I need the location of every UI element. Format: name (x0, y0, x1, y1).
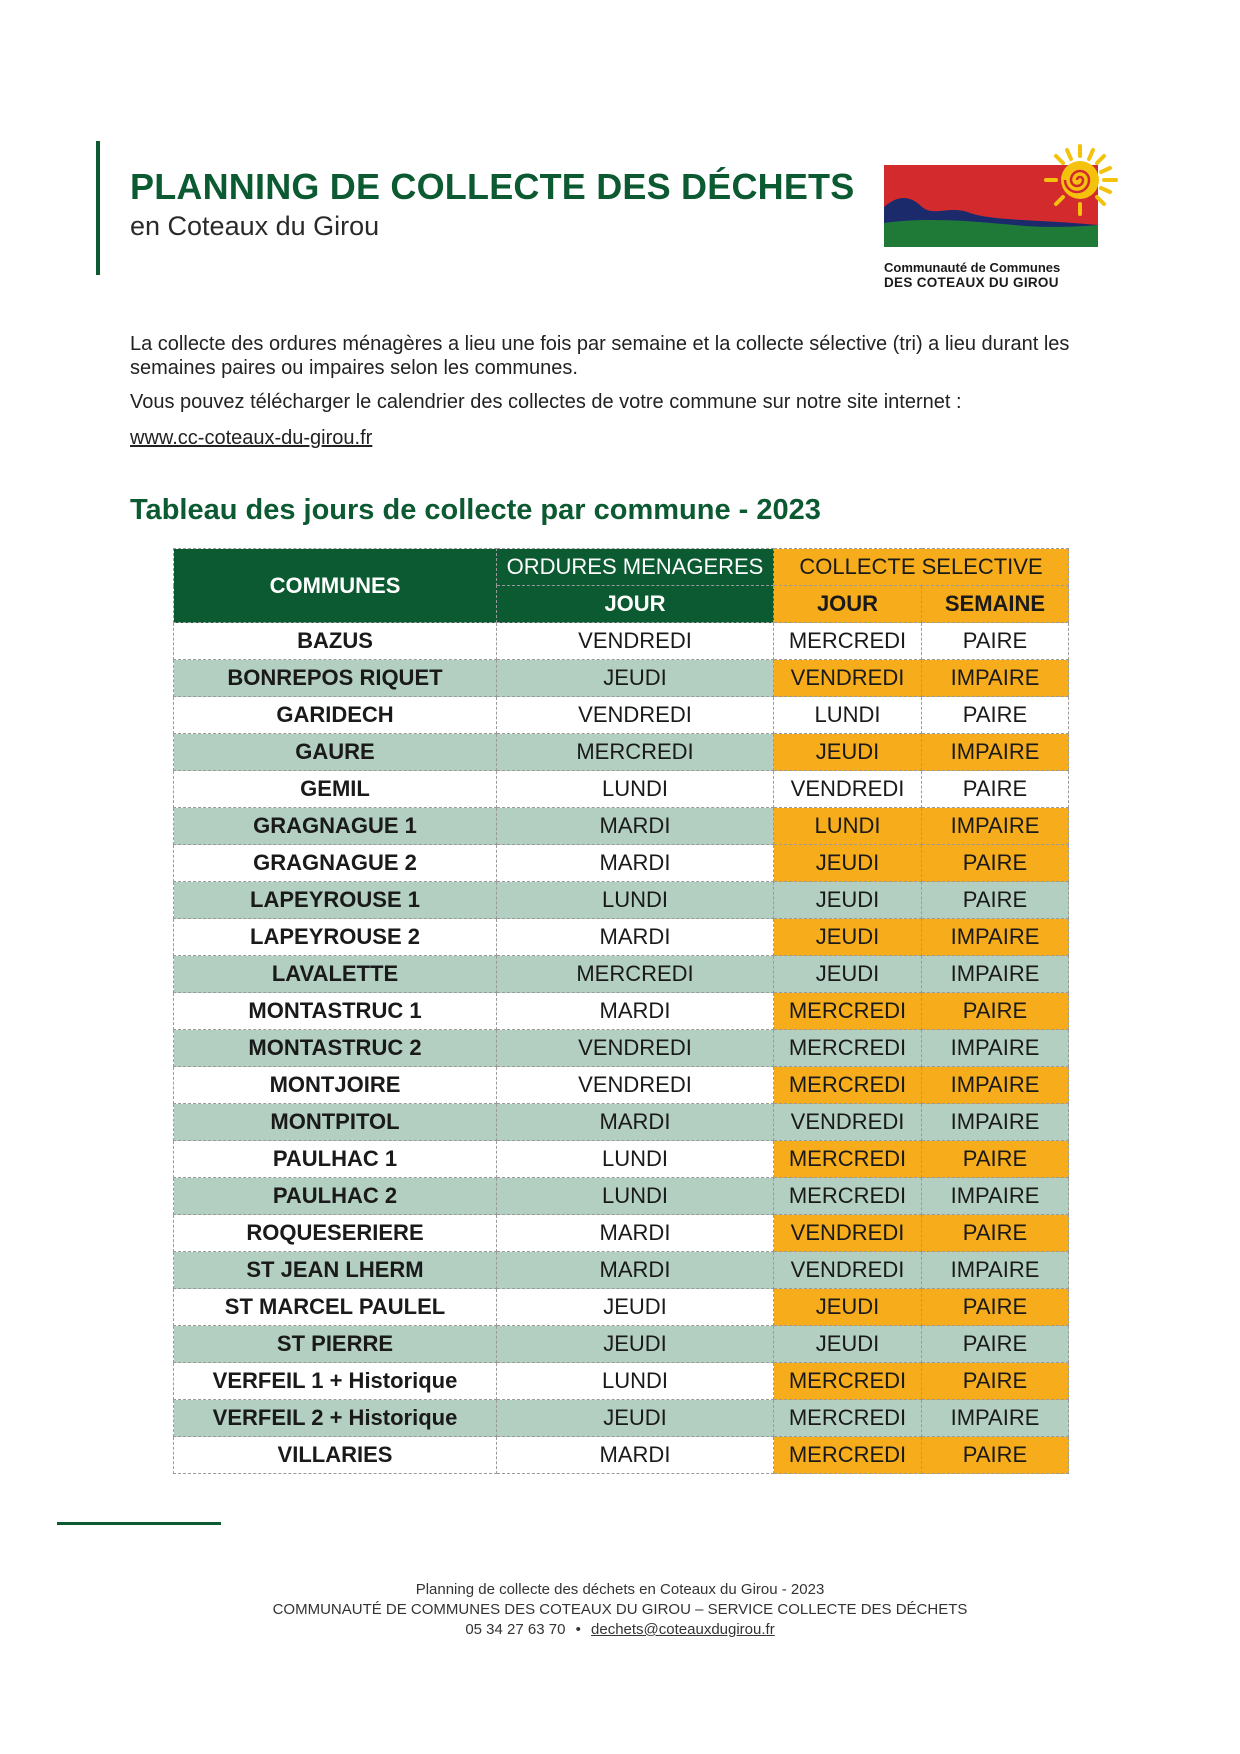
commune-cell: MONTPITOL (174, 1104, 497, 1141)
commune-cell: VERFEIL 1 + Historique (174, 1363, 497, 1400)
om-jour-cell: MERCREDI (497, 734, 774, 771)
commune-cell: MONTJOIRE (174, 1067, 497, 1104)
om-jour-cell: MARDI (497, 919, 774, 956)
footer-line-2: COMMUNAUTÉ DE COMMUNES DES COTEAUX DU GIROU – SERVICE COLLECTE DES DÉCHETS (272, 1601, 968, 1618)
commune-cell: GRAGNAGUE 2 (174, 845, 497, 882)
table-body (174, 623, 1069, 1474)
logo-text-line2: DES COTEAUX DU GIROU (884, 275, 1059, 290)
selective-jour-cell: MERCREDI (774, 1178, 922, 1215)
semaine-cell: IMPAIRE (922, 1252, 1069, 1289)
table-row (174, 1178, 1069, 1215)
header-ordures-menageres: ORDURES MENAGERES (497, 549, 774, 586)
table-row (174, 771, 1069, 808)
selective-jour-cell: VENDREDI (774, 1215, 922, 1252)
selective-jour-cell: VENDREDI (774, 771, 922, 808)
selective-jour-cell: LUNDI (774, 808, 922, 845)
collection-schedule-table (173, 548, 1069, 1474)
commune-cell: VILLARIES (174, 1437, 497, 1474)
table-row (174, 697, 1069, 734)
commune-cell: GRAGNAGUE 1 (174, 808, 497, 845)
table-row (174, 1252, 1069, 1289)
semaine-cell: PAIRE (922, 1326, 1069, 1363)
om-jour-cell: MARDI (497, 1437, 774, 1474)
selective-jour-cell: LUNDI (774, 697, 922, 734)
semaine-cell: PAIRE (922, 623, 1069, 660)
om-jour-cell: LUNDI (497, 882, 774, 919)
om-jour-cell: JEUDI (497, 1400, 774, 1437)
intro-paragraph-1: La collecte des ordures ménagères a lieu une fois par semaine et la collecte sélective (tri) a lieu durant les semaines paires ou impaires selon les communes. (130, 333, 1070, 379)
om-jour-cell: LUNDI (497, 771, 774, 808)
header-semaine: SEMAINE (922, 586, 1069, 623)
semaine-cell: IMPAIRE (922, 808, 1069, 845)
commune-cell: ST MARCEL PAULEL (174, 1289, 497, 1326)
table-row (174, 1141, 1069, 1178)
logo (884, 140, 1134, 290)
commune-cell: BAZUS (174, 623, 497, 660)
footer-contact (0, 1620, 1240, 1640)
commune-cell: ST PIERRE (174, 1326, 497, 1363)
semaine-cell: PAIRE (922, 993, 1069, 1030)
commune-cell: GEMIL (174, 771, 497, 808)
om-jour-cell: MERCREDI (497, 956, 774, 993)
page-subtitle: en Coteaux du Girou (130, 211, 380, 241)
title-accent-bar (96, 141, 100, 275)
semaine-cell: IMPAIRE (922, 734, 1069, 771)
om-jour-cell: VENDREDI (497, 697, 774, 734)
semaine-cell: IMPAIRE (922, 1104, 1069, 1141)
commune-cell: VERFEIL 2 + Historique (174, 1400, 497, 1437)
header-collecte-selective: COLLECTE SELECTIVE (774, 549, 1069, 586)
semaine-cell: PAIRE (922, 1363, 1069, 1400)
semaine-cell: IMPAIRE (922, 919, 1069, 956)
selective-jour-cell: MERCREDI (774, 1067, 922, 1104)
selective-jour-cell: JEUDI (774, 1326, 922, 1363)
om-jour-cell: MARDI (497, 1252, 774, 1289)
semaine-cell: IMPAIRE (922, 1067, 1069, 1104)
om-jour-cell: JEUDI (497, 660, 774, 697)
semaine-cell: IMPAIRE (922, 1400, 1069, 1437)
footer-accent-bar (57, 1522, 221, 1525)
header-jour-selective: JOUR (774, 586, 922, 623)
selective-jour-cell: MERCREDI (774, 1030, 922, 1067)
table-row (174, 1104, 1069, 1141)
footer-phone: 05 34 27 63 70 (465, 1621, 566, 1638)
selective-jour-cell: MERCREDI (774, 993, 922, 1030)
commune-cell: GARIDECH (174, 697, 497, 734)
table-row (174, 1215, 1069, 1252)
commune-cell: LAVALETTE (174, 956, 497, 993)
commune-cell: ST JEAN LHERM (174, 1252, 497, 1289)
semaine-cell: IMPAIRE (922, 660, 1069, 697)
selective-jour-cell: JEUDI (774, 919, 922, 956)
semaine-cell: IMPAIRE (922, 1030, 1069, 1067)
commune-cell: BONREPOS RIQUET (174, 660, 497, 697)
selective-jour-cell: MERCREDI (774, 1400, 922, 1437)
table-row (174, 660, 1069, 697)
semaine-cell: IMPAIRE (922, 1178, 1069, 1215)
table-row (174, 993, 1069, 1030)
selective-jour-cell: VENDREDI (774, 660, 922, 697)
selective-jour-cell: MERCREDI (774, 1141, 922, 1178)
om-jour-cell: VENDREDI (497, 1030, 774, 1067)
logo-text-line1: Communauté de Communes (884, 260, 1061, 275)
om-jour-cell: MARDI (497, 808, 774, 845)
page-title: PLANNING DE COLLECTE DES DÉCHETS (130, 166, 855, 207)
footer-separator: • (575, 1621, 581, 1638)
table-row (174, 1289, 1069, 1326)
commune-cell: LAPEYROUSE 1 (174, 882, 497, 919)
selective-jour-cell: JEUDI (774, 882, 922, 919)
table-row (174, 734, 1069, 771)
semaine-cell: PAIRE (922, 882, 1069, 919)
om-jour-cell: MARDI (497, 993, 774, 1030)
commune-cell: MONTASTRUC 2 (174, 1030, 497, 1067)
selective-jour-cell: MERCREDI (774, 1437, 922, 1474)
om-jour-cell: JEUDI (497, 1289, 774, 1326)
footer-line-1: Planning de collecte des déchets en Coteaux du Girou - 2023 (415, 1581, 825, 1598)
table-row (174, 1067, 1069, 1104)
om-jour-cell: MARDI (497, 1104, 774, 1141)
sun-icon (1034, 140, 1126, 220)
selective-jour-cell: JEUDI (774, 956, 922, 993)
table-row (174, 956, 1069, 993)
om-jour-cell: JEUDI (497, 1326, 774, 1363)
semaine-cell: PAIRE (922, 697, 1069, 734)
om-jour-cell: LUNDI (497, 1363, 774, 1400)
semaine-cell: PAIRE (922, 1141, 1069, 1178)
header-jour-om: JOUR (497, 586, 774, 623)
selective-jour-cell: JEUDI (774, 1289, 922, 1326)
footer-email[interactable]: dechets@coteauxdugirou.fr (591, 1621, 775, 1638)
table-row (174, 919, 1069, 956)
table-row (174, 1437, 1069, 1474)
om-jour-cell: MARDI (497, 1215, 774, 1252)
selective-jour-cell: JEUDI (774, 734, 922, 771)
table-row (174, 808, 1069, 845)
om-jour-cell: LUNDI (497, 1178, 774, 1215)
selective-jour-cell: MERCREDI (774, 1363, 922, 1400)
om-jour-cell: LUNDI (497, 1141, 774, 1178)
intro-text (130, 332, 1090, 450)
table-row (174, 1400, 1069, 1437)
om-jour-cell: VENDREDI (497, 1067, 774, 1104)
semaine-cell: PAIRE (922, 1215, 1069, 1252)
om-jour-cell: VENDREDI (497, 623, 774, 660)
footer (0, 1580, 1240, 1640)
website-link[interactable]: www.cc-coteaux-du-girou.fr (130, 427, 373, 449)
semaine-cell: PAIRE (922, 845, 1069, 882)
semaine-cell: PAIRE (922, 1289, 1069, 1326)
semaine-cell: PAIRE (922, 1437, 1069, 1474)
table-row (174, 623, 1069, 660)
commune-cell: LAPEYROUSE 2 (174, 919, 497, 956)
selective-jour-cell: VENDREDI (774, 1252, 922, 1289)
table-row (174, 845, 1069, 882)
table-row (174, 1363, 1069, 1400)
commune-cell: ROQUESERIERE (174, 1215, 497, 1252)
commune-cell: PAULHAC 2 (174, 1178, 497, 1215)
selective-jour-cell: VENDREDI (774, 1104, 922, 1141)
commune-cell: GAURE (174, 734, 497, 771)
table-row (174, 1030, 1069, 1067)
table-row (174, 1326, 1069, 1363)
commune-cell: PAULHAC 1 (174, 1141, 497, 1178)
intro-paragraph-2: Vous pouvez télécharger le calendrier des collectes de votre commune sur notre site internet : (130, 391, 962, 413)
selective-jour-cell: MERCREDI (774, 623, 922, 660)
header-communes: COMMUNES (174, 549, 497, 623)
table-row (174, 882, 1069, 919)
om-jour-cell: MARDI (497, 845, 774, 882)
semaine-cell: IMPAIRE (922, 956, 1069, 993)
table-title: Tableau des jours de collecte par commune - 2023 (130, 494, 821, 526)
selective-jour-cell: JEUDI (774, 845, 922, 882)
semaine-cell: PAIRE (922, 771, 1069, 808)
commune-cell: MONTASTRUC 1 (174, 993, 497, 1030)
